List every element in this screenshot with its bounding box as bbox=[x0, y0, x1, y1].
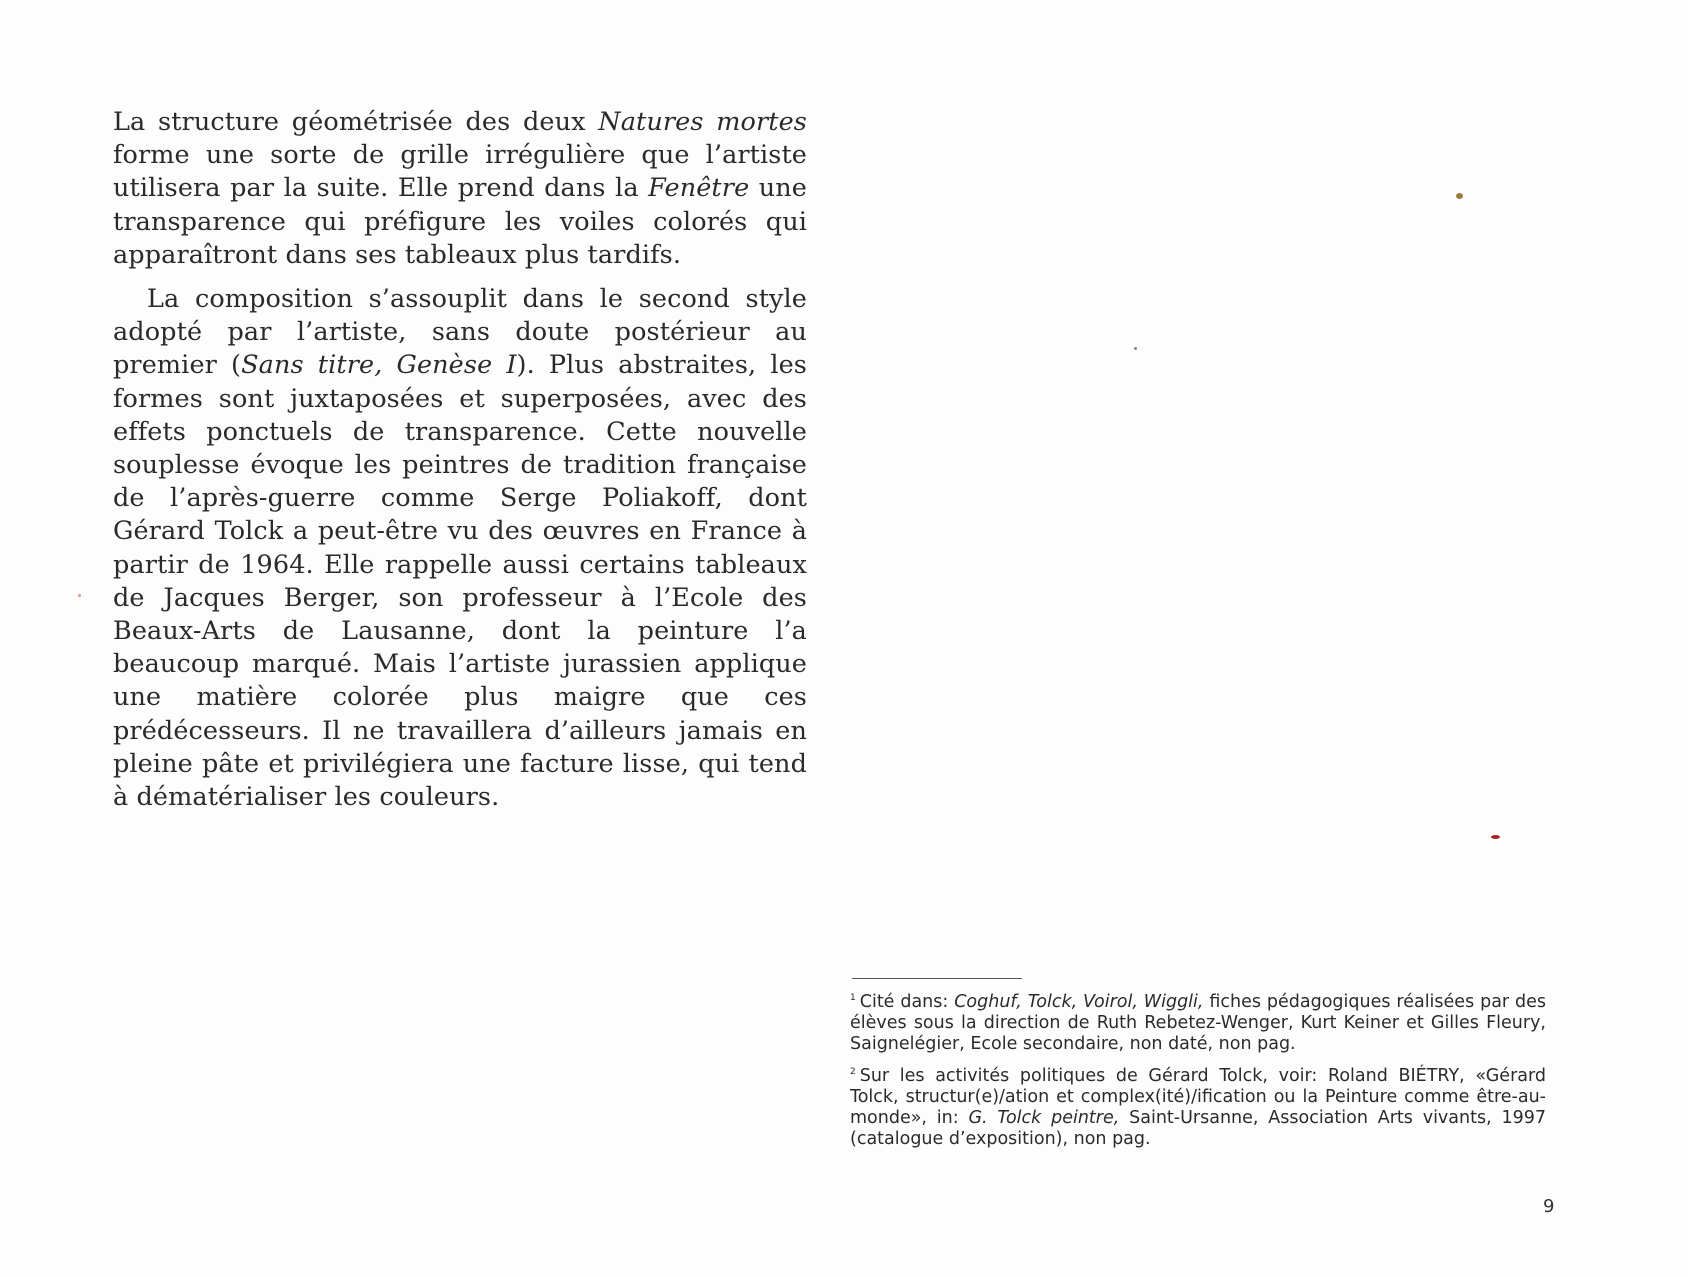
paragraph-2: La composition s’assouplit dans le second style adopté par l’artiste, sans doute postérieur au premier (Sans titre, Genèse I). Plus abstraites, les formes sont juxtaposées et superposées, avec des effets ponctuels de transparence. Cette nouvelle souplesse évoque les peintres de tradition française de l’après-guerre comme Serge Poliakoff, dont Gérard Tolck a peut-être vu des œuvres en France à partir de 1964. Elle rappelle aussi certains tableaux de Jacques Berger, son professeur à l’Ecole des Beaux-Arts de Lausanne, dont la peinture l’a beaucoup marqué. Mais l’artiste jurassien applique une matière colorée plus maigre que ces prédécesseurs. Il ne travaillera d’ailleurs jamais en pleine pâte et privilégiera une facture lisse, qui tend à dématérialiser les couleurs. bbox=[113, 284, 807, 813]
italic-title-natures-mortes: Natures mortes bbox=[598, 107, 807, 137]
body-text bbox=[113, 106, 807, 825]
paper-speck-dark bbox=[1134, 347, 1137, 350]
italic-title-sans-titre: Sans titre, Genèse I bbox=[241, 350, 517, 381]
paper-speck-pink bbox=[78, 594, 81, 597]
footnotes bbox=[850, 988, 1546, 1157]
footnote-2: $^2$ Sur les activités politiques de Gérard Tolck, voir: Roland BIÉTRY, «Gérard Tolck, structur(e)/ation et complex(ité)/ification ou la Peinture comme être-au-monde», in: G. Tolck peintre, Saint-Ursanne, Association Arts vivants, 1997 (catalogue d’exposition), non pag. bbox=[850, 1066, 1547, 1149]
footnote-2-marker: 2 bbox=[850, 1067, 856, 1077]
italic-title-fenetre: Fenêtre bbox=[648, 173, 750, 204]
paper-speck-brown bbox=[1456, 193, 1463, 199]
footnote-1: $^1$ Cité dans: Coghuf, Tolck, Voirol, Wiggli, fiches pédagogiques réalisées par des élèves sous la direction de Ruth Rebetez-Wenger, Kurt Keiner et Gilles Fleury, Saignelégier, Ecole secondaire, non daté, non pag. bbox=[850, 992, 1547, 1054]
paper-speck-red bbox=[1491, 835, 1500, 839]
page-number: 9 bbox=[1543, 1196, 1555, 1217]
footnote-separator bbox=[852, 978, 1022, 979]
paragraph-1: La structure géométrisée des deux Natures mortes forme une sorte de grille irrégulière que l’artiste utilisera par la suite. Elle prend dans la Fenêtre une transparence qui préfigure les voiles colorés qui apparaîtront dans ses tableaux plus tardifs. bbox=[113, 107, 807, 270]
footnote-1-marker: 1 bbox=[850, 993, 856, 1003]
